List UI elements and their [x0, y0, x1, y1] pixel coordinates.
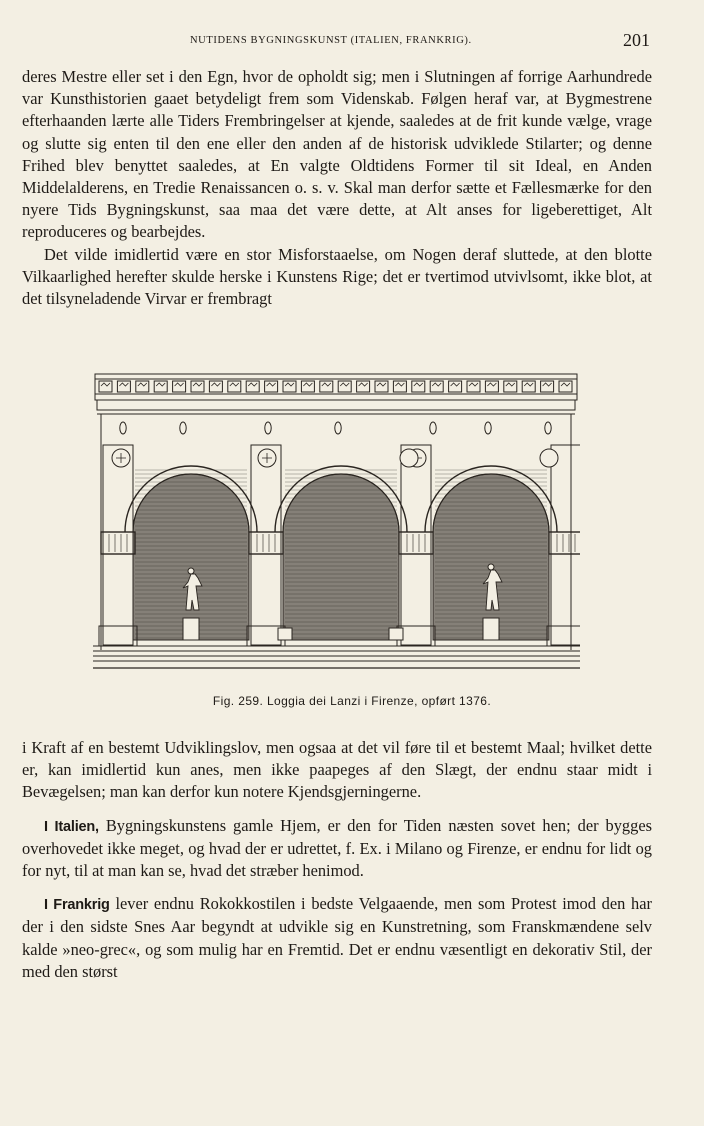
cornice-panel: [430, 381, 443, 392]
cornice-panel: [338, 381, 351, 392]
frieze-ornament: [430, 422, 436, 434]
page-number: 201: [623, 30, 650, 50]
frieze-ornament: [120, 422, 126, 434]
statue-rape-of-sabines-pedestal: [483, 618, 499, 640]
paragraph-1: deres Mestre eller set i den Egn, hvor de opholdt sig; men i Slutningen af forrige Aarhundrede var Kunsthistorien gaaet betydeligt frem som Videnskab. Følgen heraf var, at Bygmestrene efterhaanden lærte alle Tiders Frembringelser at kjende, saaledes at de frit kunde vælge, vrage og slutte sig enten til den ene eller den anden af de historisk udviklede Stilarter; og denne Frihed blev benyttet saaledes, at En valgte Oldtidens Former til sit Ideal, en Anden Middelalderens, en Tredie Renaissancen o. s. v. Skal man derfor sætte et Fællesmærke for den nyere Tids Bygningskunst, saa maa det være dette, at Alt anses for ligeberettiget, Alt reproduceres og bearbejdes.: [22, 67, 652, 242]
text-block-top: [22, 66, 652, 310]
cornice-panel: [173, 381, 186, 392]
paragraph-italien-text: Bygningskunstens gamle Hjem, er den for Tiden næsten sovet hen; der bygges overhovedet ikke meget, og hvad der er udrettet, f. Ex. i Milano og Firenze, er endnu for lidt og for nyt, til at man kan se, hvad det stræber henimod.: [22, 815, 652, 881]
statue-perseus-pedestal: [183, 618, 199, 640]
cornice-panel: [283, 381, 296, 392]
paragraph-italien: [22, 815, 652, 883]
pier: [103, 445, 133, 645]
cornice-panel: [541, 381, 554, 392]
frieze-ornament: [180, 422, 186, 434]
paragraph-frankrig: [22, 893, 652, 983]
cornice-panel: [449, 381, 462, 392]
spandrel-medallion: [540, 449, 558, 467]
pier-base: [547, 626, 580, 646]
frieze-ornament: [485, 422, 491, 434]
paragraph-3: i Kraft af en bestemt Udviklingslov, men ogsaa at det vil føre til et bestemt Maal; hvilket dette er, kan imidlertid kun anes, men ikke paapeges af den Slægt, der endnu staar midt i Bevægelsen; man kan derfor kun notere Kjendsgjerningerne.: [22, 738, 652, 802]
pier-capital: [249, 532, 283, 554]
cornice-panel: [246, 381, 259, 392]
arch-opening: [133, 474, 249, 640]
section-label-italien: I Italien,: [44, 818, 99, 835]
frieze: [97, 400, 575, 410]
figure-caption: Fig. 259. Loggia dei Lanzi i Firenze, opført 1376.: [212, 694, 492, 708]
cornice-panel: [393, 381, 406, 392]
pier-capital: [549, 532, 580, 554]
cornice-panel: [375, 381, 388, 392]
pier-capital: [101, 532, 135, 554]
frieze-ornament: [265, 422, 271, 434]
cornice-panel: [559, 381, 572, 392]
pier: [401, 445, 431, 645]
figure-loggia-dei-lanzi: [93, 370, 580, 670]
spandrel-medallion: [400, 449, 418, 467]
cornice-panel: [154, 381, 167, 392]
running-head: NUTIDENS BYGNINGSKUNST (ITALIEN, FRANKRIG).: [190, 35, 472, 46]
paragraph-2: Det vilde imidlertid være en stor Misforstaaelse, om Nogen deraf sluttede, at den blotte Vilkaarlighed herefter skulde herske i Kunstens Rige; det er tvertimod utvivlsomt, ikke blot, at det tilsyneladende Virvar er frembragt: [22, 244, 652, 309]
cornice-panel: [301, 381, 314, 392]
cornice-panel: [99, 381, 112, 392]
frieze-ornament: [545, 422, 551, 434]
cornice-panel: [485, 381, 498, 392]
frieze-ornament: [335, 422, 341, 434]
arch-opening: [433, 474, 549, 640]
cornice-panel: [209, 381, 222, 392]
text-block-bottom: [22, 737, 652, 983]
loggia-illustration: [93, 370, 580, 670]
arch-opening: [283, 474, 399, 640]
cornice-panel: [265, 381, 278, 392]
cornice-panel: [467, 381, 480, 392]
lion-left: [278, 628, 292, 640]
cornice-panel: [357, 381, 370, 392]
pier: [551, 445, 580, 645]
cornice-panel: [504, 381, 517, 392]
paragraph-frankrig-text: lever endnu Rokokkostilen i bedste Velgaaende, men som Protest imod den har der i den sidste Snes Aar begyndt at udvikle sig en Kunstretning, som Franskmændene selv kalde »neo-grec«, og som mulig har en Fremtid. Det er endnu væsentligt en dekorativ Stil, der med den størst: [22, 894, 652, 981]
section-label-frankrig: I Frankrig: [44, 897, 110, 914]
lion-right: [389, 628, 403, 640]
cornice-panel: [136, 381, 149, 392]
cornice-panel: [412, 381, 425, 392]
cornice-panel: [117, 381, 130, 392]
pier-capital: [399, 532, 433, 554]
cornice-panel: [522, 381, 535, 392]
pier-base: [99, 626, 137, 646]
cornice-panel: [228, 381, 241, 392]
cornice-panel: [191, 381, 204, 392]
cornice-panel: [320, 381, 333, 392]
pier: [251, 445, 281, 645]
